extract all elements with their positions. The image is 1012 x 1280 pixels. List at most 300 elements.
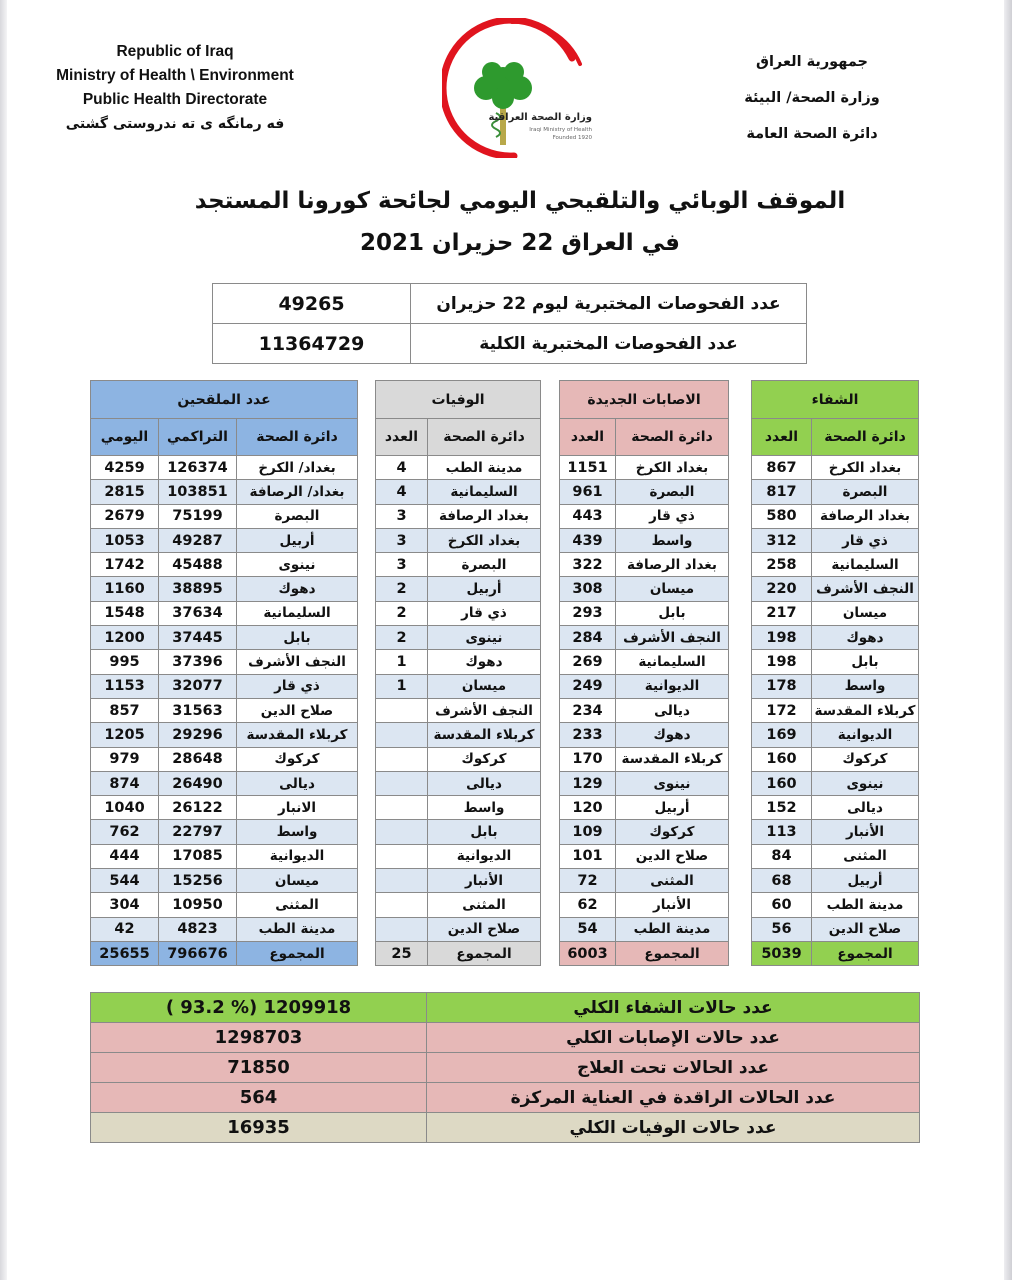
- health-dept-cell: كربلاء المقدسة: [616, 747, 729, 771]
- table-row: [91, 844, 358, 868]
- table-row: [752, 747, 919, 771]
- total-label: المجموع: [812, 941, 919, 965]
- arabic-header-line3: دائرة الصحة العامة: [746, 126, 878, 142]
- table-row: [752, 820, 919, 844]
- cumulative-cell: 37445: [159, 626, 237, 650]
- daily-cell: 544: [91, 869, 159, 893]
- summary-value: ( 93.2 %) 1209918: [91, 993, 427, 1023]
- health-dept-cell: مدينة الطب: [428, 456, 541, 480]
- health-dept-cell: ذي قار: [616, 504, 729, 528]
- col-dept-header: دائرة الصحة: [812, 419, 919, 456]
- table-row: [91, 917, 358, 941]
- count-cell: [376, 723, 428, 747]
- table-row: [560, 820, 729, 844]
- table-row: [376, 577, 541, 601]
- daily-cell: 979: [91, 747, 159, 771]
- table-row: [91, 723, 358, 747]
- health-dept-cell: بابل: [812, 650, 919, 674]
- health-dept-cell: أربيل: [616, 796, 729, 820]
- count-cell: 60: [752, 893, 812, 917]
- table-row: [376, 917, 541, 941]
- col-count-header: العدد: [376, 419, 428, 456]
- table-row: [560, 723, 729, 747]
- table-row: [91, 504, 358, 528]
- table-row: [560, 626, 729, 650]
- health-dept-cell: بغداد الرصافة: [812, 504, 919, 528]
- count-cell: 62: [560, 893, 616, 917]
- count-cell: 249: [560, 674, 616, 698]
- count-cell: 308: [560, 577, 616, 601]
- health-dept-cell: مدينة الطب: [812, 893, 919, 917]
- new-cases-table: [559, 380, 729, 966]
- health-dept-cell: ديالى: [812, 796, 919, 820]
- cumulative-cell: 22797: [159, 820, 237, 844]
- health-dept-cell: ديالى: [616, 698, 729, 722]
- daily-cell: 1040: [91, 796, 159, 820]
- count-cell: [376, 771, 428, 795]
- table-row: [91, 771, 358, 795]
- cumulative-cell: 4823: [159, 917, 237, 941]
- daily-cell: 304: [91, 893, 159, 917]
- table-row: [560, 796, 729, 820]
- table-row: [376, 771, 541, 795]
- page-edge-right: [1004, 0, 1012, 1280]
- table-row: [752, 917, 919, 941]
- arabic-header-line2: وزارة الصحة/ البيئة: [744, 90, 880, 106]
- table-row: [376, 456, 541, 480]
- health-dept-cell: مدينة الطب: [616, 917, 729, 941]
- health-dept-cell: نينوى: [237, 553, 358, 577]
- vaccinated-table-title: عدد الملقحين: [91, 381, 358, 419]
- kurdish-header-line: فه رمانگه ى ته ندروستى گشتى: [65, 116, 285, 132]
- table-row: [560, 553, 729, 577]
- deaths-table-title: الوفيات: [376, 381, 541, 419]
- health-dept-cell: نينوى: [616, 771, 729, 795]
- vaccinated-total-daily: 25655: [91, 941, 159, 965]
- count-cell: [376, 747, 428, 771]
- table-row: [560, 869, 729, 893]
- daily-tests-label: عدد الفحوصات المختبرية ليوم 22 حزيران: [411, 284, 807, 324]
- daily-cell: 1548: [91, 601, 159, 625]
- health-dept-cell: المثنى: [616, 869, 729, 893]
- health-dept-cell: أربيل: [812, 869, 919, 893]
- health-dept-cell: دهوك: [428, 650, 541, 674]
- count-cell: 312: [752, 528, 812, 552]
- table-row: [91, 480, 358, 504]
- table-row: [560, 504, 729, 528]
- health-dept-cell: ذي قار: [812, 528, 919, 552]
- daily-cell: 1742: [91, 553, 159, 577]
- table-row: [752, 796, 919, 820]
- daily-cell: 857: [91, 698, 159, 722]
- table-row: [560, 577, 729, 601]
- col-count-header: العدد: [560, 419, 616, 456]
- health-dept-cell: دهوك: [812, 626, 919, 650]
- health-dept-cell: أربيل: [237, 528, 358, 552]
- table-row: [752, 601, 919, 625]
- count-cell: 2: [376, 626, 428, 650]
- count-cell: 3: [376, 528, 428, 552]
- count-cell: 443: [560, 504, 616, 528]
- daily-cell: 2815: [91, 480, 159, 504]
- count-cell: 439: [560, 528, 616, 552]
- cumulative-cell: 17085: [159, 844, 237, 868]
- cumulative-cell: 103851: [159, 480, 237, 504]
- ministry-logo: [442, 18, 602, 158]
- daily-cell: 2679: [91, 504, 159, 528]
- table-row: [91, 674, 358, 698]
- table-row: [752, 504, 919, 528]
- table-row: [752, 528, 919, 552]
- summary-row: [91, 1053, 920, 1083]
- summary-value: 564: [91, 1083, 427, 1113]
- table-row: [752, 698, 919, 722]
- health-dept-cell: النجف الأشرف: [616, 626, 729, 650]
- table-row: [376, 553, 541, 577]
- health-dept-cell: صلاح الدين: [812, 917, 919, 941]
- count-cell: 160: [752, 771, 812, 795]
- health-dept-cell: ديالى: [237, 771, 358, 795]
- health-dept-cell: نينوى: [428, 626, 541, 650]
- cumulative-cell: 49287: [159, 528, 237, 552]
- cumulative-cell: 38895: [159, 577, 237, 601]
- cumulative-cell: 26122: [159, 796, 237, 820]
- table-row: [560, 844, 729, 868]
- health-dept-cell: البصرة: [616, 480, 729, 504]
- count-cell: 152: [752, 796, 812, 820]
- table-row: [752, 480, 919, 504]
- table-row: [91, 796, 358, 820]
- table-row: [376, 504, 541, 528]
- total-label: المجموع: [616, 941, 729, 965]
- page-title-line2: في العراق 22 حزيران 2021: [360, 230, 680, 256]
- col-dept-header: دائرة الصحة: [237, 419, 358, 456]
- count-cell: [376, 869, 428, 893]
- table-row: [376, 626, 541, 650]
- table-row: [560, 480, 729, 504]
- health-dept-cell: البصرة: [812, 480, 919, 504]
- count-cell: 269: [560, 650, 616, 674]
- col-dept-header: دائرة الصحة: [428, 419, 541, 456]
- total-tests-value: 11364729: [213, 324, 411, 364]
- health-dept-cell: كربلاء المقدسة: [428, 723, 541, 747]
- health-dept-cell: دهوك: [237, 577, 358, 601]
- count-cell: 2: [376, 577, 428, 601]
- daily-cell: 995: [91, 650, 159, 674]
- daily-cell: 444: [91, 844, 159, 868]
- count-cell: 1: [376, 674, 428, 698]
- table-row: [752, 553, 919, 577]
- page-edge-left: [0, 0, 7, 1280]
- count-cell: 2: [376, 601, 428, 625]
- english-header: [30, 40, 320, 136]
- health-dept-cell: كربلاء المقدسة: [812, 698, 919, 722]
- count-cell: 961: [560, 480, 616, 504]
- health-dept-cell: صلاح الدين: [616, 844, 729, 868]
- health-dept-cell: الأنبار: [616, 893, 729, 917]
- health-dept-cell: كركوك: [237, 747, 358, 771]
- count-cell: 1151: [560, 456, 616, 480]
- health-dept-cell: بابل: [428, 820, 541, 844]
- health-dept-cell: نينوى: [812, 771, 919, 795]
- health-dept-cell: الديوانية: [428, 844, 541, 868]
- table-row: [560, 771, 729, 795]
- arabic-header: [712, 44, 912, 152]
- total-tests-label: عدد الفحوصات المختبرية الكلية: [411, 324, 807, 364]
- cumulative-cell: 29296: [159, 723, 237, 747]
- table-row: [560, 650, 729, 674]
- summary-row: [91, 1083, 920, 1113]
- table-row: [376, 698, 541, 722]
- table-row: [376, 674, 541, 698]
- table-row: [376, 601, 541, 625]
- english-header-line1: Republic of Iraq: [116, 43, 234, 60]
- count-cell: 178: [752, 674, 812, 698]
- health-dept-cell: ذي قار: [237, 674, 358, 698]
- col-daily-header: اليومي: [91, 419, 159, 456]
- svg-text:Founded 1920: Founded 1920: [552, 135, 592, 141]
- health-dept-cell: كركوك: [428, 747, 541, 771]
- health-dept-cell: صلاح الدين: [237, 698, 358, 722]
- health-dept-cell: أربيل: [428, 577, 541, 601]
- summary-label: عدد حالات الوفيات الكلي: [427, 1113, 920, 1143]
- deaths-total-value: 25: [376, 941, 428, 965]
- count-cell: 169: [752, 723, 812, 747]
- daily-cell: 762: [91, 820, 159, 844]
- table-row: [376, 893, 541, 917]
- cumulative-cell: 26490: [159, 771, 237, 795]
- daily-cell: 874: [91, 771, 159, 795]
- count-cell: 4: [376, 480, 428, 504]
- count-cell: [376, 917, 428, 941]
- count-cell: 1: [376, 650, 428, 674]
- table-row: [752, 893, 919, 917]
- table-row: [91, 698, 358, 722]
- table-row: [560, 674, 729, 698]
- vaccinated-table: [90, 380, 358, 966]
- health-dept-cell: كركوك: [812, 747, 919, 771]
- count-cell: 72: [560, 869, 616, 893]
- health-dept-cell: البصرة: [237, 504, 358, 528]
- count-cell: 84: [752, 844, 812, 868]
- recovered-table-title: الشفاء: [752, 381, 919, 419]
- count-cell: 68: [752, 869, 812, 893]
- daily-cell: 1160: [91, 577, 159, 601]
- health-dept-cell: ميسان: [428, 674, 541, 698]
- table-row: [376, 650, 541, 674]
- health-dept-cell: بغداد الكرخ: [428, 528, 541, 552]
- table-row: [376, 796, 541, 820]
- count-cell: 160: [752, 747, 812, 771]
- table-row: [91, 869, 358, 893]
- arabic-header-line1: جمهورية العراق: [755, 54, 869, 70]
- table-row: [91, 893, 358, 917]
- health-dept-cell: المثنى: [428, 893, 541, 917]
- count-cell: 198: [752, 650, 812, 674]
- english-header-line3: Public Health Directorate: [82, 91, 268, 108]
- ministry-logo-icon: [442, 18, 602, 158]
- daily-cell: 4259: [91, 456, 159, 480]
- health-dept-cell: بغداد الكرخ: [812, 456, 919, 480]
- count-cell: 322: [560, 553, 616, 577]
- cumulative-cell: 10950: [159, 893, 237, 917]
- table-row: [376, 747, 541, 771]
- cumulative-cell: 15256: [159, 869, 237, 893]
- summary-value: 16935: [91, 1113, 427, 1143]
- health-dept-cell: بغداد/ الرصافة: [237, 480, 358, 504]
- count-cell: 580: [752, 504, 812, 528]
- health-dept-cell: النجف الأشرف: [812, 577, 919, 601]
- summary-label: عدد حالات الإصابات الكلي: [427, 1023, 920, 1053]
- count-cell: 113: [752, 820, 812, 844]
- table-row: [560, 528, 729, 552]
- health-dept-cell: السليمانية: [428, 480, 541, 504]
- table-row: [91, 553, 358, 577]
- total-label: المجموع: [428, 941, 541, 965]
- table-row: [91, 601, 358, 625]
- count-cell: [376, 796, 428, 820]
- health-dept-cell: واسط: [812, 674, 919, 698]
- table-row: [752, 626, 919, 650]
- health-dept-cell: ميسان: [812, 601, 919, 625]
- count-cell: 817: [752, 480, 812, 504]
- count-cell: [376, 820, 428, 844]
- health-dept-cell: بابل: [616, 601, 729, 625]
- count-cell: 109: [560, 820, 616, 844]
- health-dept-cell: السليمانية: [616, 650, 729, 674]
- daily-cell: 1205: [91, 723, 159, 747]
- health-dept-cell: واسط: [616, 528, 729, 552]
- summary-row: [91, 1023, 920, 1053]
- health-dept-cell: بغداد الرصافة: [616, 553, 729, 577]
- daily-cell: 42: [91, 917, 159, 941]
- summary-label: عدد الحالات تحت العلاج: [427, 1053, 920, 1083]
- table-row: [560, 456, 729, 480]
- table-row: [752, 844, 919, 868]
- table-row: [91, 456, 358, 480]
- table-row: [91, 626, 358, 650]
- summary-value: 71850: [91, 1053, 427, 1083]
- table-row: [376, 480, 541, 504]
- health-dept-cell: ميسان: [237, 869, 358, 893]
- health-dept-cell: ديالى: [428, 771, 541, 795]
- table-row: [752, 771, 919, 795]
- cumulative-cell: 28648: [159, 747, 237, 771]
- table-row: [560, 698, 729, 722]
- count-cell: 120: [560, 796, 616, 820]
- count-cell: 54: [560, 917, 616, 941]
- health-dept-cell: كربلاء المقدسة: [237, 723, 358, 747]
- health-dept-cell: صلاح الدين: [428, 917, 541, 941]
- table-row: [752, 577, 919, 601]
- table-row: [560, 747, 729, 771]
- health-dept-cell: واسط: [237, 820, 358, 844]
- health-dept-cell: بغداد الكرخ: [616, 456, 729, 480]
- table-row: [560, 893, 729, 917]
- lab-tests-table: [212, 283, 807, 364]
- table-row: [752, 456, 919, 480]
- table-row: [91, 747, 358, 771]
- count-cell: 217: [752, 601, 812, 625]
- deaths-table: [375, 380, 541, 966]
- count-cell: [376, 844, 428, 868]
- table-row: [91, 528, 358, 552]
- table-row: [752, 674, 919, 698]
- table-row: [376, 723, 541, 747]
- health-dept-cell: مدينة الطب: [237, 917, 358, 941]
- count-cell: 56: [752, 917, 812, 941]
- svg-text:وزارة الصحة العراقية: وزارة الصحة العراقية: [488, 112, 592, 123]
- health-dept-cell: الديوانية: [616, 674, 729, 698]
- count-cell: 284: [560, 626, 616, 650]
- table-row: [376, 528, 541, 552]
- table-row: [752, 723, 919, 747]
- health-dept-cell: الأنبار: [812, 820, 919, 844]
- count-cell: 101: [560, 844, 616, 868]
- health-dept-cell: النجف الأشرف: [428, 698, 541, 722]
- table-row: [91, 650, 358, 674]
- health-dept-cell: ذي قار: [428, 601, 541, 625]
- vaccinated-total-cumulative: 796676: [159, 941, 237, 965]
- total-tests-row: [213, 324, 807, 364]
- count-cell: 234: [560, 698, 616, 722]
- count-cell: 220: [752, 577, 812, 601]
- table-row: [376, 844, 541, 868]
- cumulative-cell: 32077: [159, 674, 237, 698]
- english-header-line2: Ministry of Health \ Environment: [56, 67, 294, 84]
- health-dept-cell: البصرة: [428, 553, 541, 577]
- health-dept-cell: ميسان: [616, 577, 729, 601]
- daily-tests-value: 49265: [213, 284, 411, 324]
- health-dept-cell: الديوانية: [812, 723, 919, 747]
- daily-cell: 1200: [91, 626, 159, 650]
- summary-label: عدد حالات الشفاء الكلي: [427, 993, 920, 1023]
- table-row: [376, 820, 541, 844]
- new-cases-total-value: 6003: [560, 941, 616, 965]
- cumulative-cell: 75199: [159, 504, 237, 528]
- health-dept-cell: الانبار: [237, 796, 358, 820]
- daily-tests-row: [213, 284, 807, 324]
- health-dept-cell: كركوك: [616, 820, 729, 844]
- count-cell: 867: [752, 456, 812, 480]
- health-dept-cell: النجف الأشرف: [237, 650, 358, 674]
- health-dept-cell: واسط: [428, 796, 541, 820]
- table-row: [376, 869, 541, 893]
- health-dept-cell: المثنى: [237, 893, 358, 917]
- recovered-table: [751, 380, 919, 966]
- health-dept-cell: بغداد الرصافة: [428, 504, 541, 528]
- count-cell: 233: [560, 723, 616, 747]
- summary-row: [91, 993, 920, 1023]
- summary-row: [91, 1113, 920, 1143]
- total-label: المجموع: [237, 941, 358, 965]
- health-dept-cell: السليمانية: [237, 601, 358, 625]
- col-cumulative-header: التراكمي: [159, 419, 237, 456]
- new-cases-table-title: الاصابات الجديدة: [560, 381, 729, 419]
- count-cell: 172: [752, 698, 812, 722]
- count-cell: 4: [376, 456, 428, 480]
- cumulative-cell: 126374: [159, 456, 237, 480]
- health-dept-cell: المثنى: [812, 844, 919, 868]
- daily-cell: 1053: [91, 528, 159, 552]
- count-cell: 198: [752, 626, 812, 650]
- count-cell: 3: [376, 504, 428, 528]
- count-cell: 170: [560, 747, 616, 771]
- table-row: [752, 869, 919, 893]
- cumulative-cell: 31563: [159, 698, 237, 722]
- count-cell: 129: [560, 771, 616, 795]
- cumulative-cell: 45488: [159, 553, 237, 577]
